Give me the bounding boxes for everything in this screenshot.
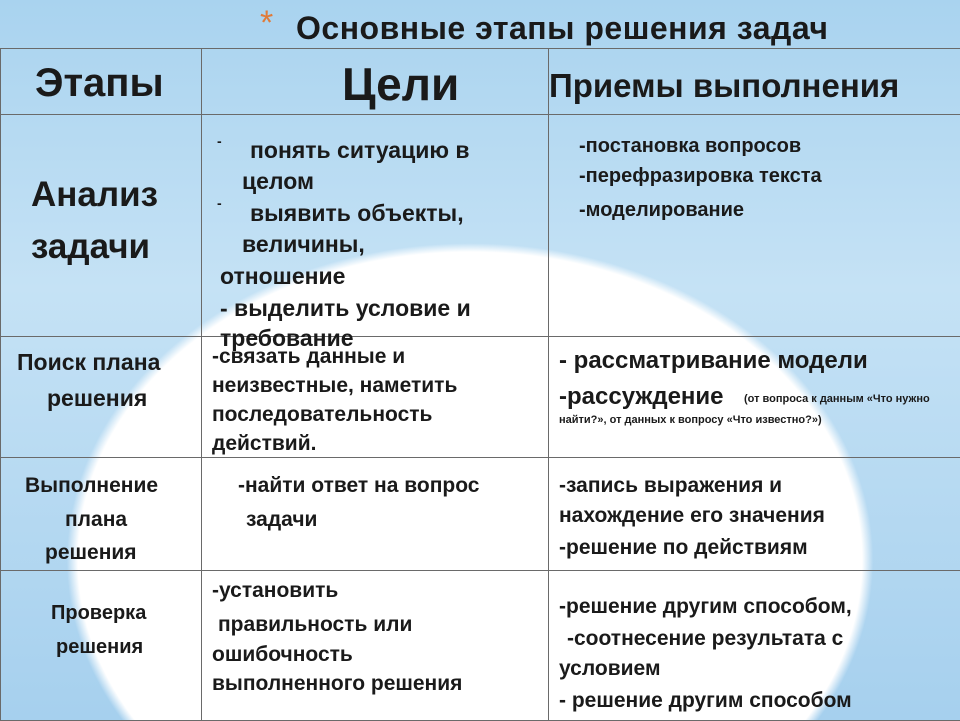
goal-line: -установить bbox=[212, 579, 338, 603]
stage-cell bbox=[1, 115, 202, 337]
methods-cell bbox=[549, 571, 960, 721]
methods-cell bbox=[549, 337, 960, 458]
stage-label: Поиск плана bbox=[17, 349, 160, 376]
stage-label: решения bbox=[45, 541, 137, 565]
goal-line: неизвестные, наметить bbox=[212, 374, 457, 398]
methods-cell bbox=[549, 115, 960, 337]
goal-line: целом bbox=[242, 168, 314, 195]
goal-line: -связать данные и bbox=[212, 345, 405, 369]
asterisk-icon: * bbox=[260, 4, 273, 43]
stage-cell bbox=[1, 571, 202, 721]
goal-line: выполненного решения bbox=[212, 672, 462, 696]
stage-label: Анализ bbox=[31, 175, 158, 215]
method-note: найти?», от данных к вопросу «Что известно?») bbox=[559, 414, 822, 426]
stage-label: Выполнение bbox=[25, 474, 158, 498]
method-line: -решение другим способом, bbox=[559, 595, 852, 619]
goal-line: величины, bbox=[242, 231, 365, 258]
methods-cell bbox=[549, 458, 960, 571]
method-line: -перефразировка текста bbox=[579, 165, 822, 188]
goals-cell bbox=[202, 571, 549, 721]
stage-label: решения bbox=[47, 385, 147, 412]
goals-cell bbox=[202, 115, 549, 337]
method-line: -запись выражения и bbox=[559, 474, 782, 498]
goal-line: действий. bbox=[212, 432, 316, 456]
goal-line: требование bbox=[220, 325, 354, 352]
goal-bullet: - bbox=[217, 195, 222, 211]
goal-line: понять ситуацию в bbox=[250, 137, 470, 164]
method-line: -решение по действиям bbox=[559, 536, 808, 560]
slide-title-text: Основные этапы решения задач bbox=[296, 10, 828, 47]
method-line: -рассуждение bbox=[559, 383, 724, 411]
stage-label: задачи bbox=[31, 227, 150, 267]
goal-line: ошибочность bbox=[212, 643, 353, 667]
header-stage-label: Этапы bbox=[35, 61, 164, 106]
header-stage bbox=[1, 49, 202, 115]
method-line: -моделирование bbox=[579, 199, 744, 222]
table-row bbox=[1, 571, 960, 721]
table-row bbox=[1, 337, 960, 458]
goal-bullet: - bbox=[217, 133, 222, 149]
table-row bbox=[1, 458, 960, 571]
stage-cell bbox=[1, 458, 202, 571]
goal-line: задачи bbox=[246, 508, 317, 532]
goals-cell bbox=[202, 458, 549, 571]
method-line: - рассматривание модели bbox=[559, 347, 868, 375]
goal-line: отношение bbox=[220, 263, 345, 290]
goal-line: выявить объекты, bbox=[250, 200, 464, 227]
header-goals-label: Цели bbox=[342, 57, 459, 111]
goal-line: -найти ответ на вопрос bbox=[238, 474, 479, 498]
stage-cell bbox=[1, 337, 202, 458]
method-line: - решение другим способом bbox=[559, 689, 852, 713]
goal-line: правильность или bbox=[218, 613, 412, 637]
slide-title bbox=[0, 0, 960, 48]
stage-label: Проверка bbox=[51, 602, 146, 625]
header-goals bbox=[202, 49, 549, 115]
method-line: нахождение его значения bbox=[559, 504, 825, 528]
stage-label: решения bbox=[56, 636, 143, 659]
method-line: условием bbox=[559, 657, 660, 681]
table-row bbox=[1, 115, 960, 337]
stage-label: плана bbox=[65, 508, 127, 532]
method-line: -соотнесение результата с bbox=[567, 627, 843, 651]
table-header-row bbox=[1, 49, 960, 115]
header-methods bbox=[549, 49, 960, 115]
stages-table bbox=[0, 48, 960, 721]
goals-cell bbox=[202, 337, 549, 458]
method-line: -постановка вопросов bbox=[579, 135, 801, 158]
goal-line: последовательность bbox=[212, 403, 432, 427]
header-methods-label: Приемы выполнения bbox=[549, 67, 899, 105]
method-note: (от вопроса к данным «Что нужно bbox=[744, 393, 930, 405]
goal-line: - выделить условие и bbox=[220, 295, 471, 322]
